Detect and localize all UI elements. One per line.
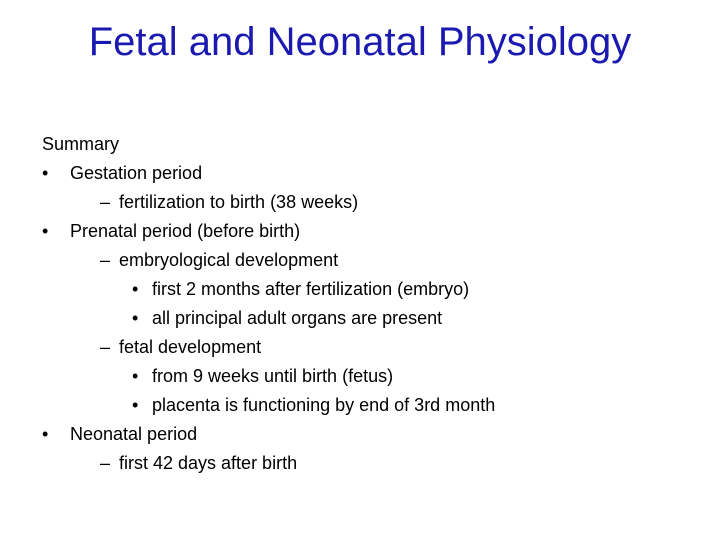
summary-heading — [42, 130, 702, 159]
dash-marker: – — [100, 250, 111, 270]
bullet-item-neonatal — [42, 420, 702, 449]
sub-bullet-fetal-weeks — [42, 362, 702, 391]
bullet-marker: • — [132, 279, 139, 299]
dash-item-gestation-definition — [42, 188, 702, 217]
dash-marker: – — [100, 192, 111, 212]
sub-bullet-fetal-placenta — [42, 391, 702, 420]
bullet-marker: • — [132, 395, 139, 415]
bullet-text: Neonatal period — [70, 424, 198, 444]
dash-item-neonatal-definition — [42, 449, 702, 478]
slide-body — [42, 130, 702, 478]
dash-text: fetal development — [119, 337, 262, 357]
bullet-item-prenatal — [42, 217, 702, 246]
dash-item-fetal — [42, 333, 702, 362]
bullet-marker: • — [42, 424, 49, 444]
sub-bullet-text: first 2 months after fertilization (embryo) — [152, 279, 470, 299]
summary-heading-text: Summary — [42, 134, 120, 154]
bullet-text: Prenatal period (before birth) — [70, 221, 301, 241]
dash-marker: – — [100, 453, 111, 473]
dash-marker: – — [100, 337, 111, 357]
sub-bullet-text: all principal adult organs are present — [152, 308, 443, 328]
bullet-item-gestation — [42, 159, 702, 188]
sub-bullet-embryo-months — [42, 275, 702, 304]
slide-title: Fetal and Neonatal Physiology — [88, 20, 632, 64]
sub-bullet-text: placenta is functioning by end of 3rd month — [152, 395, 496, 415]
dash-text: first 42 days after birth — [119, 453, 298, 473]
sub-bullet-embryo-organs — [42, 304, 702, 333]
bullet-marker: • — [132, 308, 139, 328]
dash-item-embryological — [42, 246, 702, 275]
bullet-marker: • — [42, 221, 49, 241]
bullet-marker: • — [42, 163, 49, 183]
dash-text: fertilization to birth (38 weeks) — [119, 192, 359, 212]
bullet-marker: • — [132, 366, 139, 386]
sub-bullet-text: from 9 weeks until birth (fetus) — [152, 366, 394, 386]
bullet-text: Gestation period — [70, 163, 203, 183]
dash-text: embryological development — [119, 250, 339, 270]
